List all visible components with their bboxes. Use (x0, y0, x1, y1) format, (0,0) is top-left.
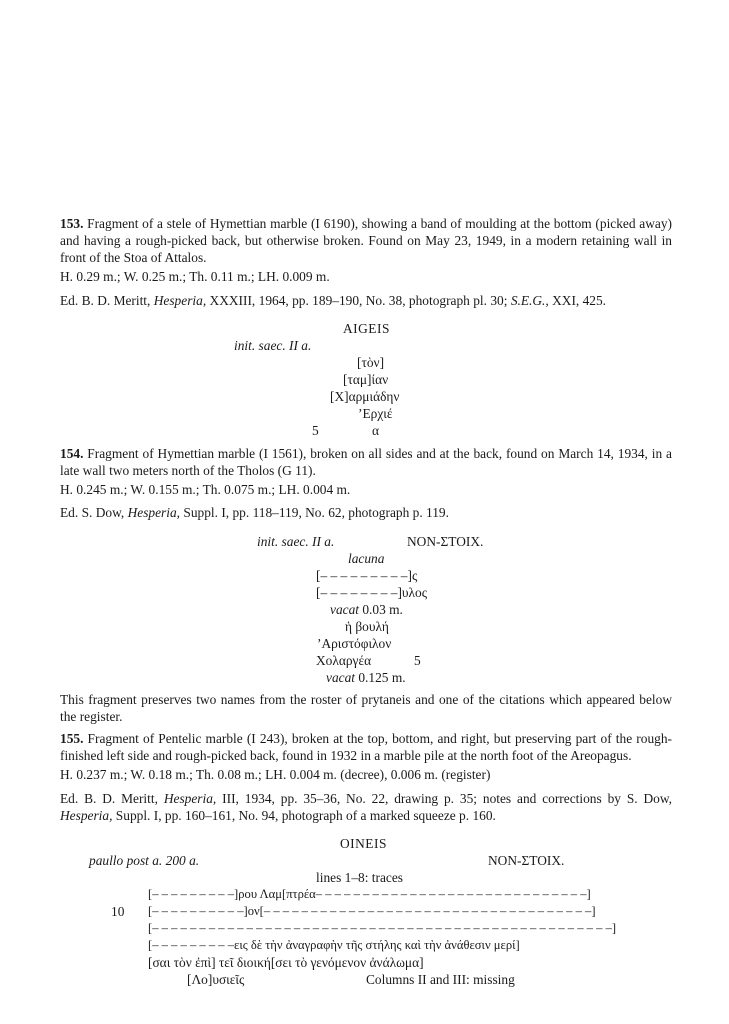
inscription-line: [– – – – – – – – –εις δὲ τὴν ἀναγραφὴν τῆς στήλης καὶ τὴν ἀνάθεσιν μερί] (148, 938, 520, 952)
inscription-line: [ταμ]ίαν (343, 372, 389, 387)
inscription-line: [– – – – – – – – –]ρου Λαμ[πτρέα– – – – – – – – – – – – – – – – – – – – – – – – – – – – –] (148, 887, 591, 901)
inscription-line: [– – – – – – – – – –]ον[– – – – – – – – – – – – – – – – – – – – – – – – – – – – – – – – – – –] (148, 904, 596, 918)
inscription-line: [– – – – – – – – – – – – – – – – – – – – – – – – – – – – – – – – – – – – – – – – – – – – – – – – –] (148, 921, 617, 935)
entry-155-number: 155. (60, 731, 84, 746)
entry-154-edition: Ed. S. Dow, Hesperia, Suppl. I, pp. 118–119, No. 62, photograph p. 119. (60, 505, 449, 520)
line-number: 5 (312, 423, 319, 438)
inscription-line: [Χ]αρμιάδην (330, 389, 400, 404)
entry-153-edition: Ed. B. D. Meritt, Hesperia, XXXIII, 1964, pp. 189–190, No. 38, photograph pl. 30; S.E.G., XXI, 425. (60, 293, 607, 308)
entry-155-dimensions: H. 0.237 m.; W. 0.18 m.; Th. 0.08 m.; LH. 0.004 m. (decree), 0.006 m. (register) (60, 767, 491, 782)
inscription-line: [σαι τὸν ἐπὶ] τεῖ διοική[σει τὸ γενόμενον ἀνάλωμα] (148, 955, 424, 970)
entry-153-number: 153. (60, 216, 84, 231)
entry-153-dimensions: H. 0.29 m.; W. 0.25 m.; Th. 0.11 m.; LH. 0.009 m. (60, 269, 330, 284)
entry-155-tribe: OINEIS (340, 836, 387, 851)
entry-153-date: init. saec. II a. (234, 338, 312, 353)
inscription-line: ἡ βουλή (345, 619, 389, 634)
entry-153-tribe: AIGEIS (343, 321, 390, 336)
entry-155-edition: Ed. B. D. Meritt, Hesperia, III, 1934, pp. 35–36, No. 22, drawing p. 35; notes and corrections by S. Dow, Hesperia, Suppl. I, pp. 160–161, No. 94, photograph of a marked squeeze p. 160. (60, 791, 673, 823)
entry-154-style: NON-ΣΤΟΙΧ. (407, 534, 484, 549)
inscription-line: ’Ερχιέ (358, 406, 393, 421)
inscription-line: vacat 0.125 m. (326, 670, 406, 685)
inscription-line: [– – – – – – – –]υλος (316, 585, 428, 600)
inscription-line: [τὸν] (357, 355, 385, 370)
entry-155-traces: lines 1–8: traces (316, 870, 404, 885)
entry-154-description: 154. Fragment of Hymettian marble (I 1561), broken on all sides and at the back, found on March 14, 1934, in a late wall two meters north of the Tholos (G 11). (60, 446, 672, 478)
entry-154-lacuna: lacuna (348, 551, 385, 566)
entry-153-description: 153. Fragment of a stele of Hymettian marble (I 6190), showing a band of moulding at the bottom (picked away) and having a rough-picked back, but otherwise broken. Found on May 23, 1949, in a modern retaining wall in front of the Stoa of Attalos. (60, 216, 672, 265)
inscription-line: Χολαργέα (316, 653, 372, 668)
inscription-line: α (372, 423, 380, 438)
inscription-line: [– – – – – – – – –]ς (316, 568, 418, 583)
entry-154-date: init. saec. II a. (257, 534, 335, 549)
entry-154-commentary: This fragment preserves two names from the roster of prytaneis and one of the citations which appeared below the register. (60, 692, 672, 724)
entry-154-dimensions: H. 0.245 m.; W. 0.155 m.; Th. 0.075 m.; LH. 0.004 m. (60, 482, 351, 497)
inscription-line: [Λο]υσιεῖς (187, 972, 245, 987)
line-number: 5 (414, 653, 421, 668)
columns-missing-note: Columns II and III: missing (366, 972, 515, 987)
entry-155-style: NON-ΣΤΟΙΧ. (488, 853, 565, 868)
line-number: 10 (111, 904, 125, 919)
inscription-line: vacat 0.03 m. (330, 602, 403, 617)
inscription-line: ’Αριστόφιλον (317, 636, 392, 651)
entry-155-date: paullo post a. 200 a. (89, 853, 200, 868)
entry-155-description: 155. Fragment of Pentelic marble (I 243), broken at the top, bottom, and right, but preserving part of the rough-finished left side and rough-picked back, found in 1932 in a marble pile at the north foot of the Areopagus. (60, 731, 672, 763)
entry-154-number: 154. (60, 446, 84, 461)
